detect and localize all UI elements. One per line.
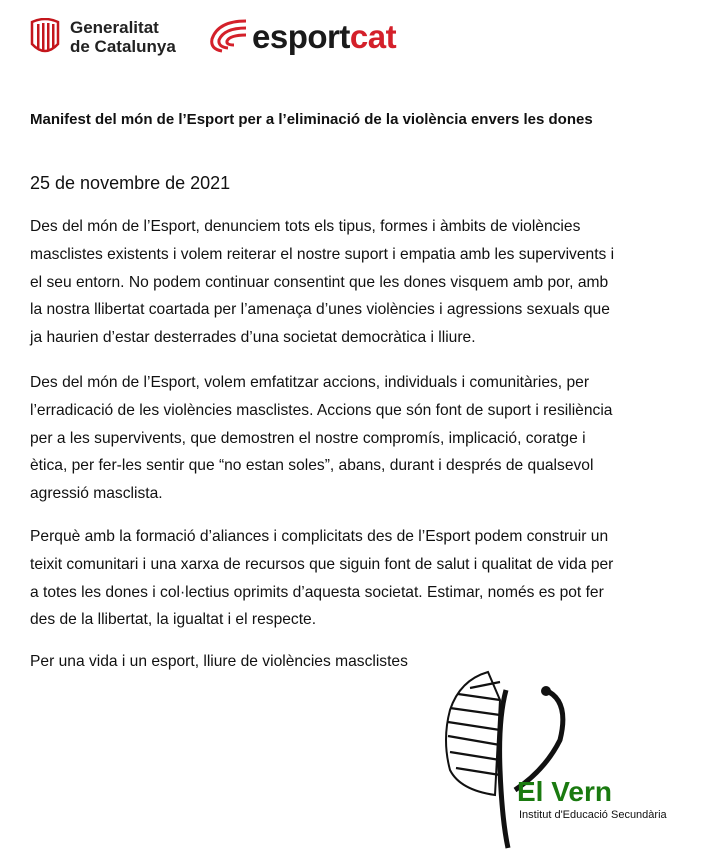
text-line: l’erradicació de les violències masclistes. Accions que són font de suport i resiliència: [30, 401, 613, 419]
text-line: a totes les dones i col·lectius oprimits d’aquesta societat. Estimar, només es pot fer: [30, 583, 604, 601]
paragraph-3: [30, 523, 613, 634]
document-title: Manifest del món de l’Esport per a l’eliminació de la violència envers les dones: [30, 111, 593, 128]
text-line: per a les supervivents, que demostren el nostre compromís, implicació, coratge i: [30, 429, 586, 447]
text-line: agressió masclista.: [30, 485, 163, 503]
text-line: Des del món de l’Esport, volem emfatitzar accions, individuals i comunitàries, per: [30, 374, 590, 391]
text-line: Perquè amb la formació d’aliances i complicitats des de l’Esport podem construir un: [30, 528, 609, 545]
paragraph-1: [30, 213, 614, 352]
paragraph-closing: [30, 648, 408, 676]
esportcat-swoosh-icon: [208, 19, 248, 55]
text-line: el seu entorn. No podem continuar consentint que les dones visquem amb por, amb: [30, 273, 609, 291]
text-line: masclistes existents i volem reiterar el nostre suport i empatia amb les supervivents i: [30, 245, 615, 263]
school-subtitle: Institut d'Educació Secundària: [519, 809, 667, 821]
generalitat-logo: [30, 18, 176, 56]
text-line: Per una vida i un esport, lliure de violències masclistes: [30, 653, 408, 670]
el-vern-leaf-logo-icon: [420, 660, 700, 850]
text-line: des de la llibertat, la igualtat i el respecte.: [30, 611, 317, 629]
generalitat-emblem-icon: [30, 18, 60, 56]
text-line: teixit comunitari i una xarxa de recursos que siguin font de salut i qualitat de vida per: [30, 555, 614, 573]
text-line: la nostra llibertat coartada per l’amenaça d’unes violències i agressions sexuals que: [30, 301, 610, 319]
text-line: Des del món de l’Esport, denunciem tots els tipus, formes i àmbits de violències: [30, 218, 581, 235]
esportcat-logo: [208, 18, 396, 56]
text-line: ètica, per fer-les sentir que “no estan soles”, abans, durant i després de qualsevol: [30, 457, 594, 475]
generalitat-line2: de Catalunya: [70, 37, 176, 56]
school-name: El Vern: [517, 776, 612, 807]
document-date: 25 de novembre de 2021: [30, 173, 231, 193]
text-line: ja haurien d’estar desterrades d’una societat democràtica i lliure.: [30, 329, 476, 347]
esportcat-cat: cat: [349, 18, 397, 55]
esportcat-esport: esport: [252, 18, 350, 55]
paragraph-2: [30, 369, 612, 508]
generalitat-line1: Generalitat: [70, 18, 159, 37]
